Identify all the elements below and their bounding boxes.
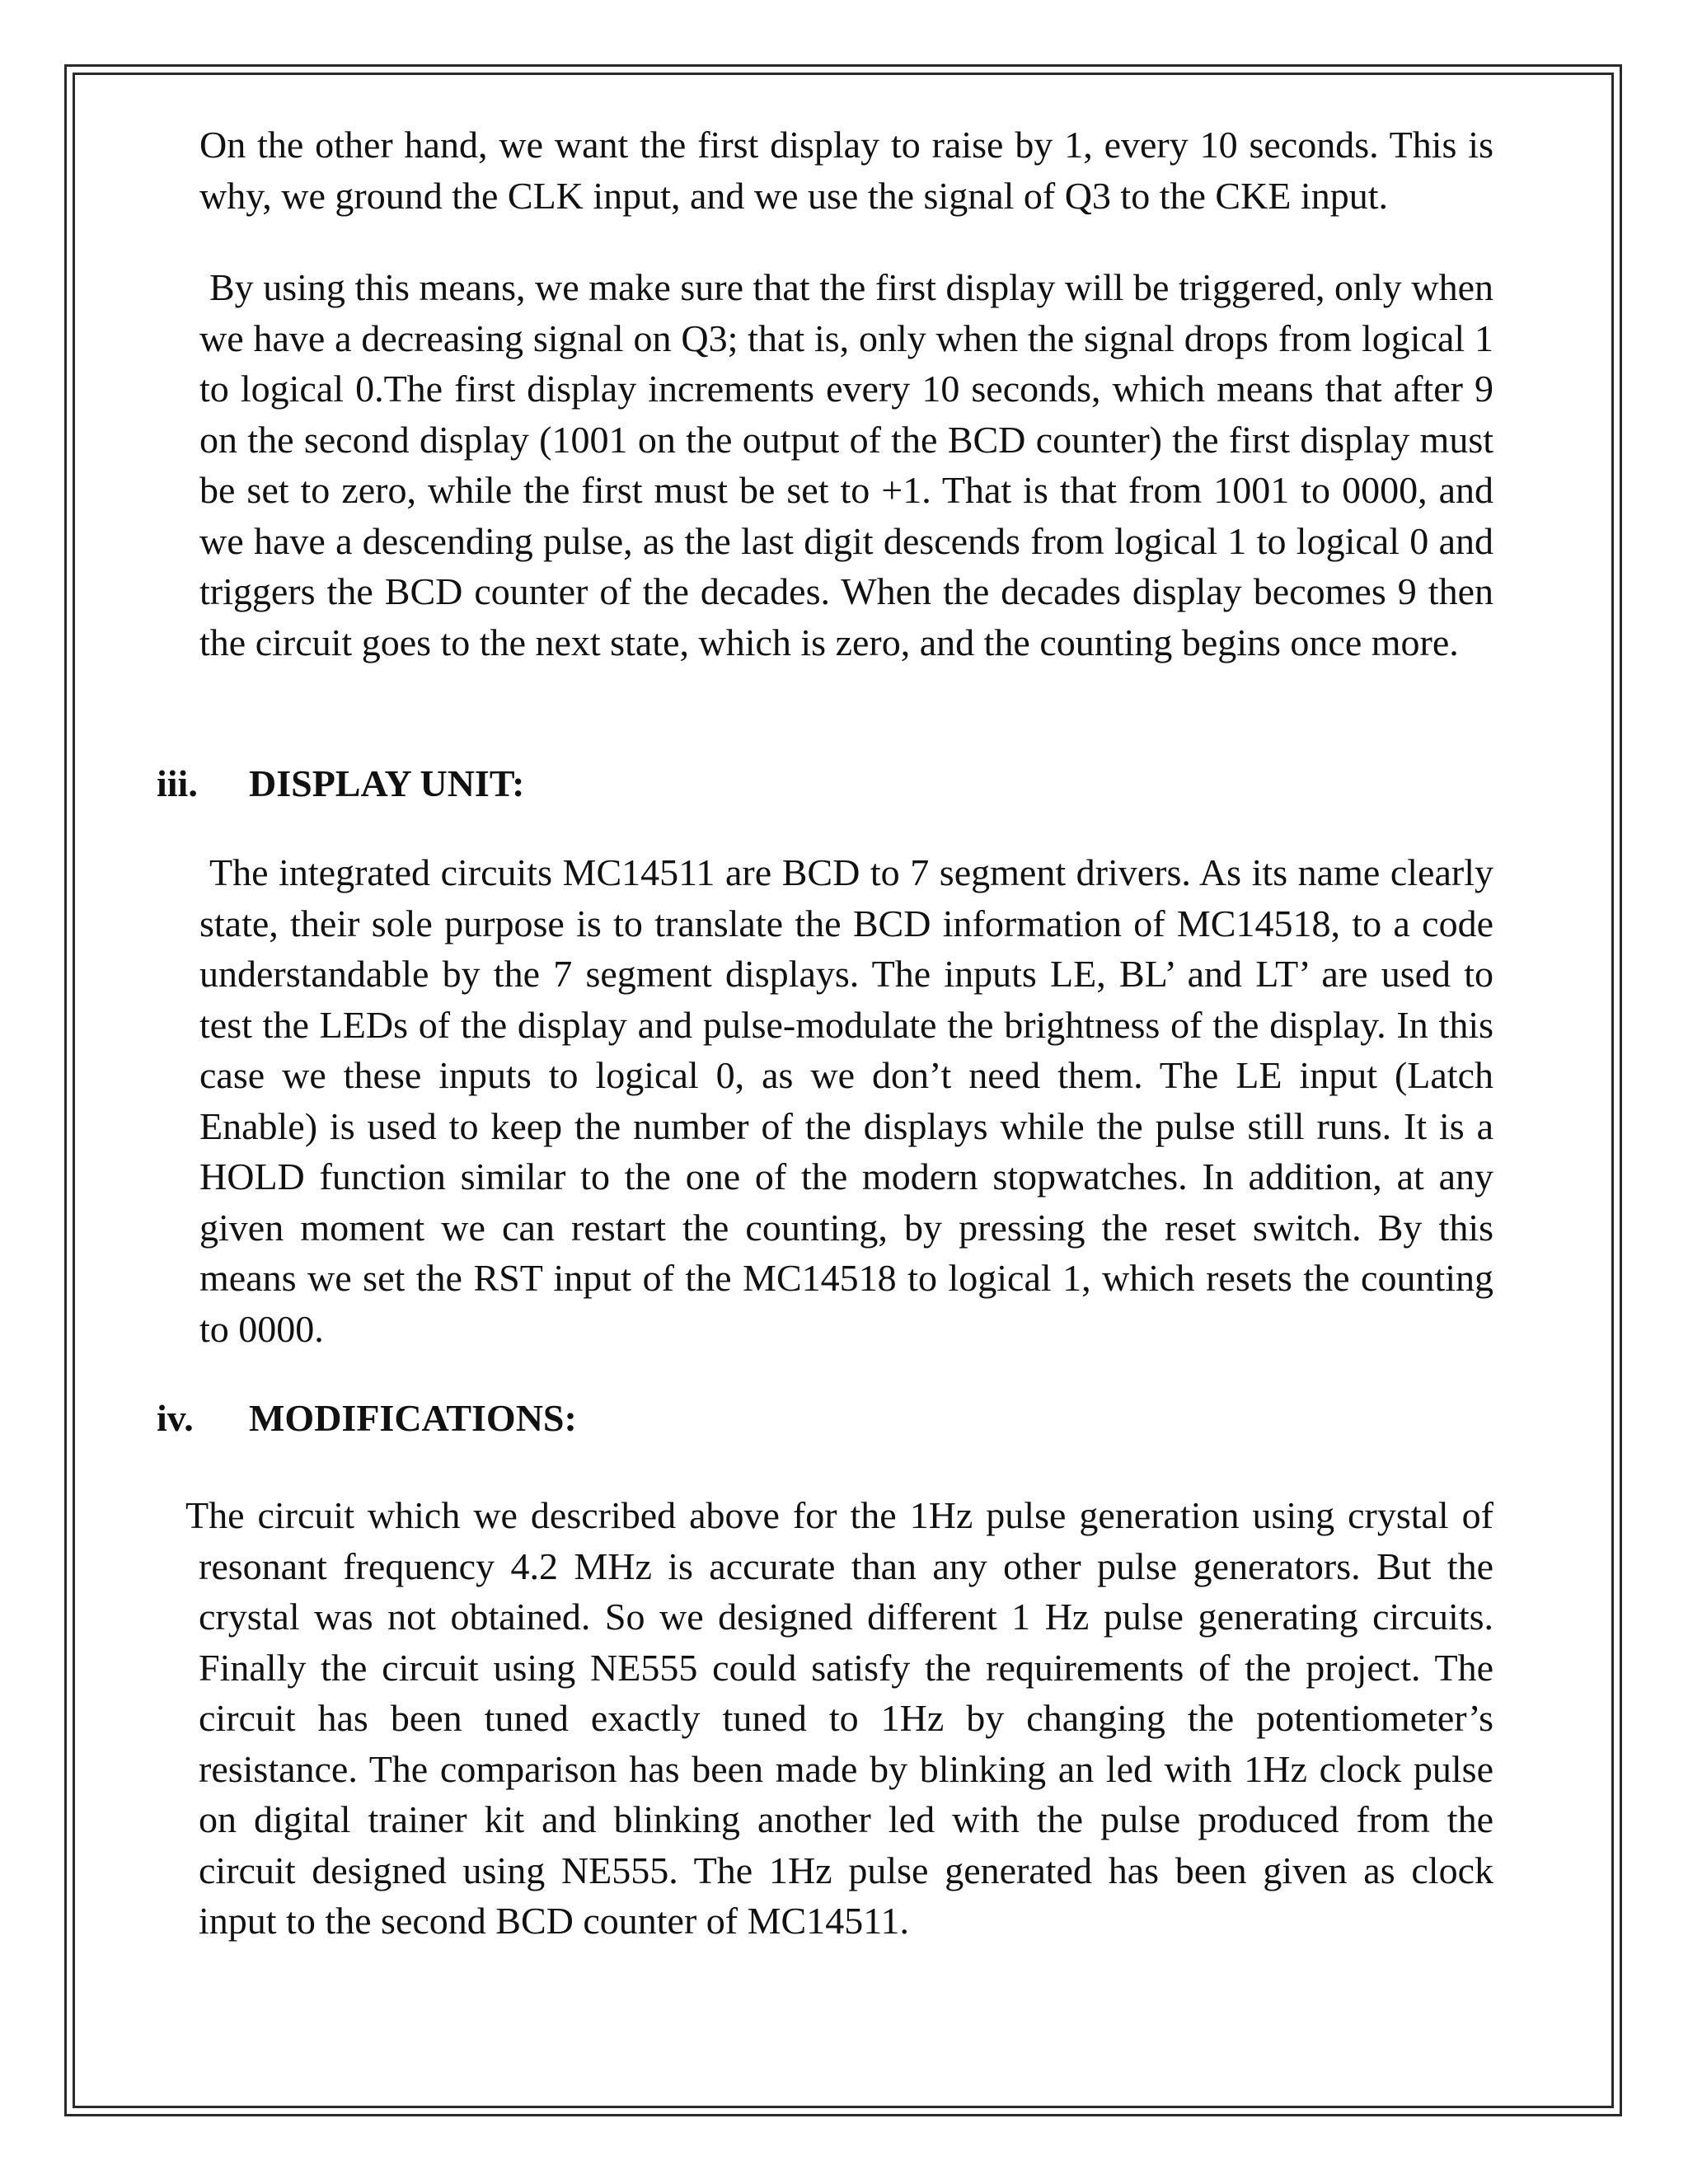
section-title: DISPLAY UNIT: [249,762,525,804]
paragraph-decade-trigger: By using this means, we make sure that the first display will be triggered, only when we have a decreasing signal on Q3; that is, only when the signal drops from logical 1 to logical 0.The first display increments every 10 seconds, which means that after 9 on the second display (1001 on the output of the BCD counter) the first display must be set to zero, while the first must be set to +1. That is that from 1001 to 0000, and we have a descending pulse, as the last digit descends from logical 1 to logical 0 and triggers the BCD counter of the decades. When the decades display becomes 9 then the circuit goes to the next state, which is zero, and the counting begins once more. [199,266,1493,663]
section-number: iv. [157,1397,194,1439]
paragraph-modifications: The circuit which we described above for the 1Hz pulse generation using crystal of resonant frequency 4.2 MHz is accurate than any other pulse generators. But the crystal was not obtained. So we designed different 1 Hz pulse generating circuits. Finally the circuit using NE555 could satisfy the requirements of the project. The circuit has been tuned exactly tuned to 1Hz by changing the potentiometer’s resistance. The comparison has been made by blinking an led with 1Hz clock pulse on digital trainer kit and blinking another led with the pulse produced from the circuit designed using NE555. The 1Hz pulse generated has been given as clock input to the second BCD counter of MC14511. [185,1494,1493,1942]
paragraph-display-unit: The integrated circuits MC14511 are BCD to 7 segment drivers. As its name clearly state, their sole purpose is to translate the BCD information of MC14518, to a code understandable by the 7 segment displays. The inputs LE, BL’ and LT’ are used to test the LEDs of the display and pulse-modulate the brightness of the display. In this case we these inputs to logical 0, as we don’t need them. The LE input (Latch Enable) is used to keep the number of the displays while the pulse still runs. It is a HOLD function similar to the one of the modern stopwatches. In addition, at any given moment we can restart the counting, by pressing the reset switch. By this means we set the RST input of the MC14518 to logical 1, which resets the counting to 0000. [199,851,1493,1350]
paragraph-clock-enable: On the other hand, we want the first display to raise by 1, every 10 seconds. This is why, we ground the CLK input, and we use the signal of Q3 to the CKE input. [199,124,1493,217]
section-heading-display-unit [157,758,816,809]
section-heading-modifications [157,1393,816,1444]
section-title: MODIFICATIONS: [249,1397,577,1439]
section-number: iii. [157,762,198,804]
